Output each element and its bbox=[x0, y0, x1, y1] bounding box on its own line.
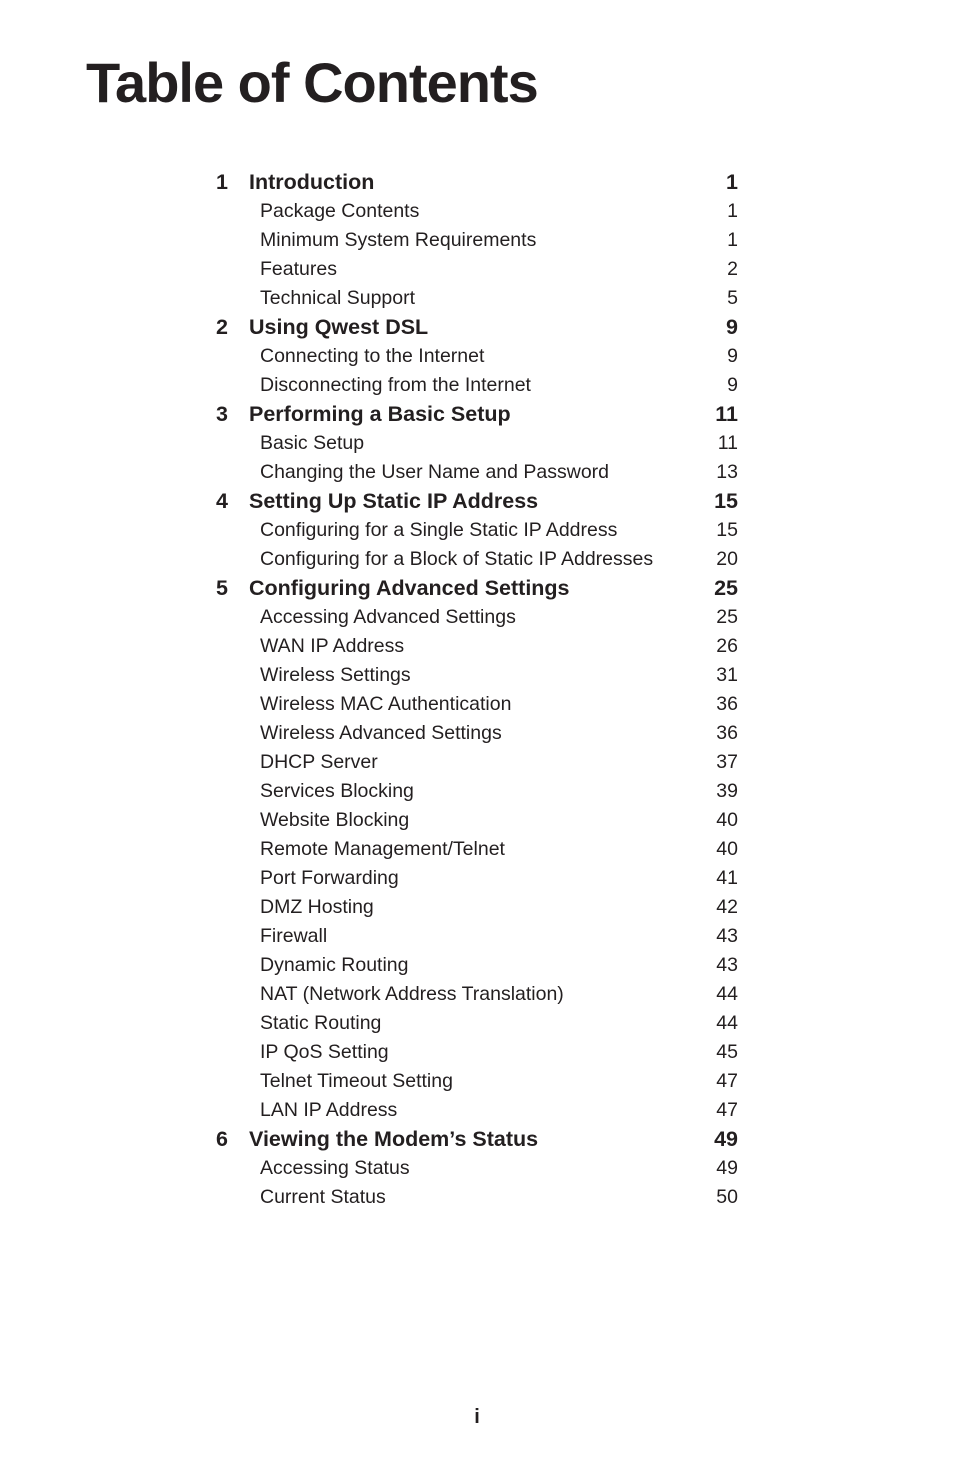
section-page-number: 41 bbox=[716, 867, 738, 889]
section-page-number: 42 bbox=[716, 896, 738, 918]
toc-section-row[interactable] bbox=[216, 719, 738, 748]
toc-section-row[interactable] bbox=[216, 226, 738, 255]
toc-section-row[interactable] bbox=[216, 777, 738, 806]
toc-section-row[interactable] bbox=[216, 893, 738, 922]
section-title: LAN IP Address bbox=[260, 1099, 398, 1121]
section-page-number: 5 bbox=[727, 287, 738, 309]
section-page-number: 36 bbox=[716, 693, 738, 715]
chapter-page-number: 11 bbox=[715, 402, 738, 426]
toc-section-row[interactable] bbox=[216, 197, 738, 226]
toc-chapter-row[interactable] bbox=[216, 574, 738, 603]
section-page-number: 26 bbox=[716, 635, 738, 657]
section-title: Wireless MAC Authentication bbox=[260, 693, 512, 715]
toc-section-row[interactable] bbox=[216, 806, 738, 835]
toc-section-row[interactable] bbox=[216, 1154, 738, 1183]
toc-section-row[interactable] bbox=[216, 748, 738, 777]
toc-section-row[interactable] bbox=[216, 1183, 738, 1212]
section-title: Configuring for a Single Static IP Address bbox=[260, 519, 618, 541]
section-title: Dynamic Routing bbox=[260, 954, 409, 976]
chapter-title: Viewing the Modem’s Status bbox=[249, 1127, 539, 1151]
chapter-number: 1 bbox=[216, 170, 228, 194]
chapter-title: Setting Up Static IP Address bbox=[249, 489, 539, 513]
section-title: Changing the User Name and Password bbox=[260, 461, 610, 483]
section-title: Disconnecting from the Internet bbox=[260, 374, 531, 396]
toc-chapter-row[interactable] bbox=[216, 1125, 738, 1154]
section-title: Wireless Advanced Settings bbox=[260, 722, 502, 744]
section-page-number: 9 bbox=[727, 345, 738, 367]
section-title: DMZ Hosting bbox=[260, 896, 374, 918]
section-title: NAT (Network Address Translation) bbox=[260, 983, 564, 1005]
section-title: Minimum System Requirements bbox=[260, 229, 537, 251]
toc-section-row[interactable] bbox=[216, 342, 738, 371]
section-title: Features bbox=[260, 258, 337, 280]
chapter-page-number: 1 bbox=[726, 170, 738, 194]
toc-chapter-row[interactable] bbox=[216, 487, 738, 516]
toc-section-row[interactable] bbox=[216, 603, 738, 632]
chapter-page-number: 15 bbox=[714, 489, 738, 513]
toc-section-row[interactable] bbox=[216, 458, 738, 487]
section-title: IP QoS Setting bbox=[260, 1041, 389, 1063]
section-page-number: 1 bbox=[727, 229, 738, 251]
toc-section-row[interactable] bbox=[216, 951, 738, 980]
toc-chapter-row[interactable] bbox=[216, 400, 738, 429]
section-page-number: 49 bbox=[716, 1157, 738, 1179]
toc-section-row[interactable] bbox=[216, 1067, 738, 1096]
toc-section-row[interactable] bbox=[216, 661, 738, 690]
section-title: Technical Support bbox=[260, 287, 416, 309]
toc-section-row[interactable] bbox=[216, 1009, 738, 1038]
section-page-number: 44 bbox=[716, 1012, 738, 1034]
section-page-number: 2 bbox=[727, 258, 738, 280]
toc-section-row[interactable] bbox=[216, 835, 738, 864]
chapter-number: 5 bbox=[216, 576, 228, 600]
section-title: Telnet Timeout Setting bbox=[260, 1070, 453, 1092]
section-title: Static Routing bbox=[260, 1012, 382, 1034]
section-title: Services Blocking bbox=[260, 780, 414, 802]
section-title: Connecting to the Internet bbox=[260, 345, 485, 367]
section-page-number: 40 bbox=[716, 838, 738, 860]
chapter-title: Configuring Advanced Settings bbox=[249, 576, 570, 600]
toc-section-row[interactable] bbox=[216, 429, 738, 458]
section-page-number: 25 bbox=[716, 606, 738, 628]
section-page-number: 40 bbox=[716, 809, 738, 831]
section-title: Port Forwarding bbox=[260, 867, 399, 889]
chapter-page-number: 25 bbox=[714, 576, 738, 600]
section-page-number: 15 bbox=[716, 519, 738, 541]
toc-chapter-row[interactable] bbox=[216, 313, 738, 342]
chapter-page-number: 49 bbox=[714, 1127, 738, 1151]
section-page-number: 43 bbox=[716, 925, 738, 947]
section-title: Configuring for a Block of Static IP Addresses bbox=[260, 548, 654, 570]
chapter-title: Introduction bbox=[249, 170, 375, 194]
section-page-number: 31 bbox=[716, 664, 738, 686]
chapter-number: 2 bbox=[216, 315, 228, 339]
table-of-contents bbox=[216, 168, 738, 1212]
chapter-number: 3 bbox=[216, 402, 228, 426]
chapter-number: 6 bbox=[216, 1127, 228, 1151]
section-page-number: 45 bbox=[716, 1041, 738, 1063]
section-title: Accessing Advanced Settings bbox=[260, 606, 516, 628]
section-page-number: 36 bbox=[716, 722, 738, 744]
chapter-page-number: 9 bbox=[726, 315, 738, 339]
section-page-number: 13 bbox=[716, 461, 738, 483]
toc-section-row[interactable] bbox=[216, 1096, 738, 1125]
section-title: Basic Setup bbox=[260, 432, 365, 454]
toc-section-row[interactable] bbox=[216, 371, 738, 400]
toc-section-row[interactable] bbox=[216, 632, 738, 661]
section-page-number: 37 bbox=[716, 751, 738, 773]
toc-chapter-row[interactable] bbox=[216, 168, 738, 197]
toc-section-row[interactable] bbox=[216, 255, 738, 284]
section-title: DHCP Server bbox=[260, 751, 378, 773]
section-title: Website Blocking bbox=[260, 809, 410, 831]
section-page-number: 43 bbox=[716, 954, 738, 976]
page-title: Table of Contents bbox=[86, 51, 538, 114]
section-title: Firewall bbox=[260, 925, 328, 947]
section-title: Remote Management/Telnet bbox=[260, 838, 505, 860]
section-page-number: 20 bbox=[716, 548, 738, 570]
page-number: i bbox=[474, 1406, 480, 1428]
section-page-number: 44 bbox=[716, 983, 738, 1005]
section-page-number: 39 bbox=[716, 780, 738, 802]
chapter-number: 4 bbox=[216, 489, 228, 513]
toc-section-row[interactable] bbox=[216, 284, 738, 313]
toc-section-row[interactable] bbox=[216, 1038, 738, 1067]
section-title: Current Status bbox=[260, 1186, 386, 1208]
section-page-number: 11 bbox=[717, 432, 738, 454]
section-page-number: 47 bbox=[716, 1070, 738, 1092]
section-title: Package Contents bbox=[260, 200, 420, 222]
section-title: Wireless Settings bbox=[260, 664, 411, 686]
toc-section-row[interactable] bbox=[216, 545, 738, 574]
section-title: Accessing Status bbox=[260, 1157, 410, 1179]
chapter-title: Performing a Basic Setup bbox=[249, 402, 511, 426]
section-title: WAN IP Address bbox=[260, 635, 405, 657]
toc-section-row[interactable] bbox=[216, 690, 738, 719]
toc-section-row[interactable] bbox=[216, 922, 738, 951]
section-page-number: 1 bbox=[727, 200, 738, 222]
toc-section-row[interactable] bbox=[216, 980, 738, 1009]
toc-section-row[interactable] bbox=[216, 864, 738, 893]
chapter-title: Using Qwest DSL bbox=[249, 315, 429, 339]
section-page-number: 47 bbox=[716, 1099, 738, 1121]
section-page-number: 50 bbox=[716, 1186, 738, 1208]
section-page-number: 9 bbox=[727, 374, 738, 396]
toc-section-row[interactable] bbox=[216, 516, 738, 545]
